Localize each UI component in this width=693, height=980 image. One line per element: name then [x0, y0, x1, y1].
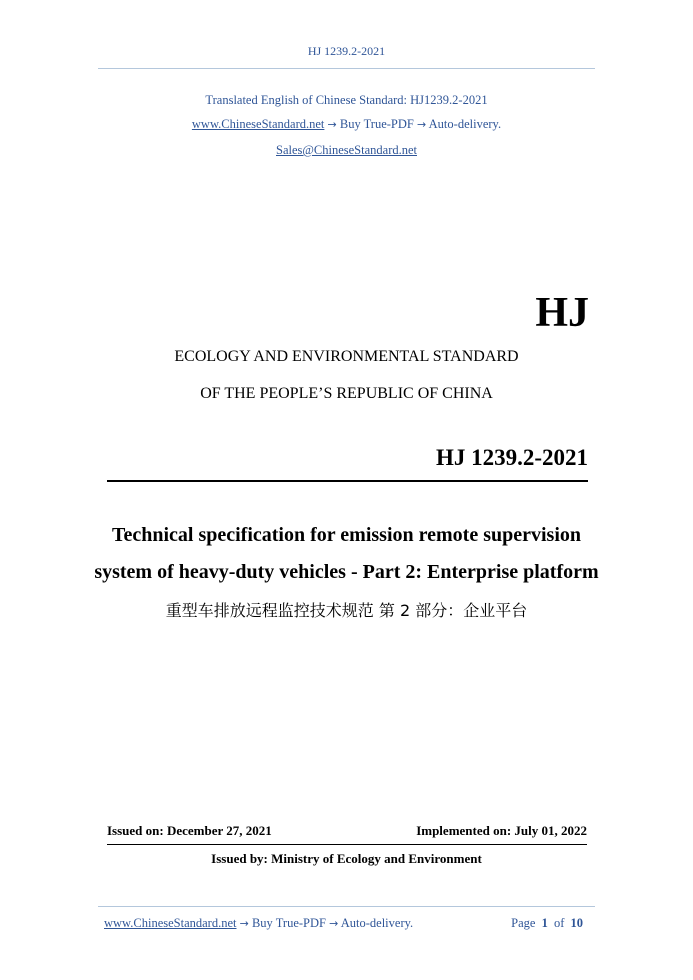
footer-buy-text: Buy True-PDF	[251, 916, 326, 930]
site-link[interactable]: www.ChineseStandard.net	[191, 117, 325, 131]
footer-delivery-text: Auto-delivery.	[340, 916, 414, 930]
translation-notice: Translated English of Chinese Standard: HJ1239.2-2021	[205, 93, 488, 107]
standard-type-line2: OF THE PEOPLE’S REPUBLIC OF CHINA	[200, 385, 493, 402]
page-indicator	[511, 916, 583, 931]
running-header: HJ 1239.2-2021	[307, 44, 386, 58]
title-en-line1: Technical specification for emission remote supervision	[111, 524, 582, 546]
page-label: Page	[511, 916, 536, 930]
page-total: 10	[570, 916, 583, 930]
arrow-icon: →	[327, 118, 337, 131]
of-label: of	[553, 916, 565, 930]
email-link[interactable]: Sales@ChineseStandard.net	[276, 143, 417, 157]
header-divider	[98, 68, 595, 69]
issued-date: Issued on: December 27, 2021	[107, 823, 272, 838]
arrow-icon: →	[417, 118, 427, 131]
email-line	[0, 143, 693, 158]
implemented-date: Implemented on: July 01, 2022	[416, 823, 587, 838]
page-number: 1	[541, 916, 548, 930]
arrow-icon: →	[329, 917, 339, 930]
document-number: HJ 1239.2-2021	[435, 445, 588, 470]
title-divider	[107, 480, 588, 482]
standard-type-line1: ECOLOGY AND ENVIRONMENTAL STANDARD	[174, 348, 519, 365]
purchase-line	[0, 117, 693, 132]
arrow-icon: →	[239, 917, 249, 930]
issued-by: Issued by: Ministry of Ecology and Environment	[211, 851, 482, 866]
buy-true-pdf-text: Buy True-PDF	[339, 117, 414, 131]
footer-site-link[interactable]: www.ChineseStandard.net	[104, 916, 237, 930]
footer-purchase-line	[104, 916, 413, 931]
title-cn: 重型车排放远程监控技术规范 第 2 部分：企业平台	[165, 601, 528, 620]
footer-divider	[98, 906, 595, 907]
auto-delivery-text: Auto-delivery.	[428, 117, 502, 131]
dates-divider	[107, 844, 587, 845]
hj-logo: HJ	[535, 290, 589, 336]
title-en-line2: system of heavy-duty vehicles - Part 2: Enterprise platform	[94, 561, 599, 583]
